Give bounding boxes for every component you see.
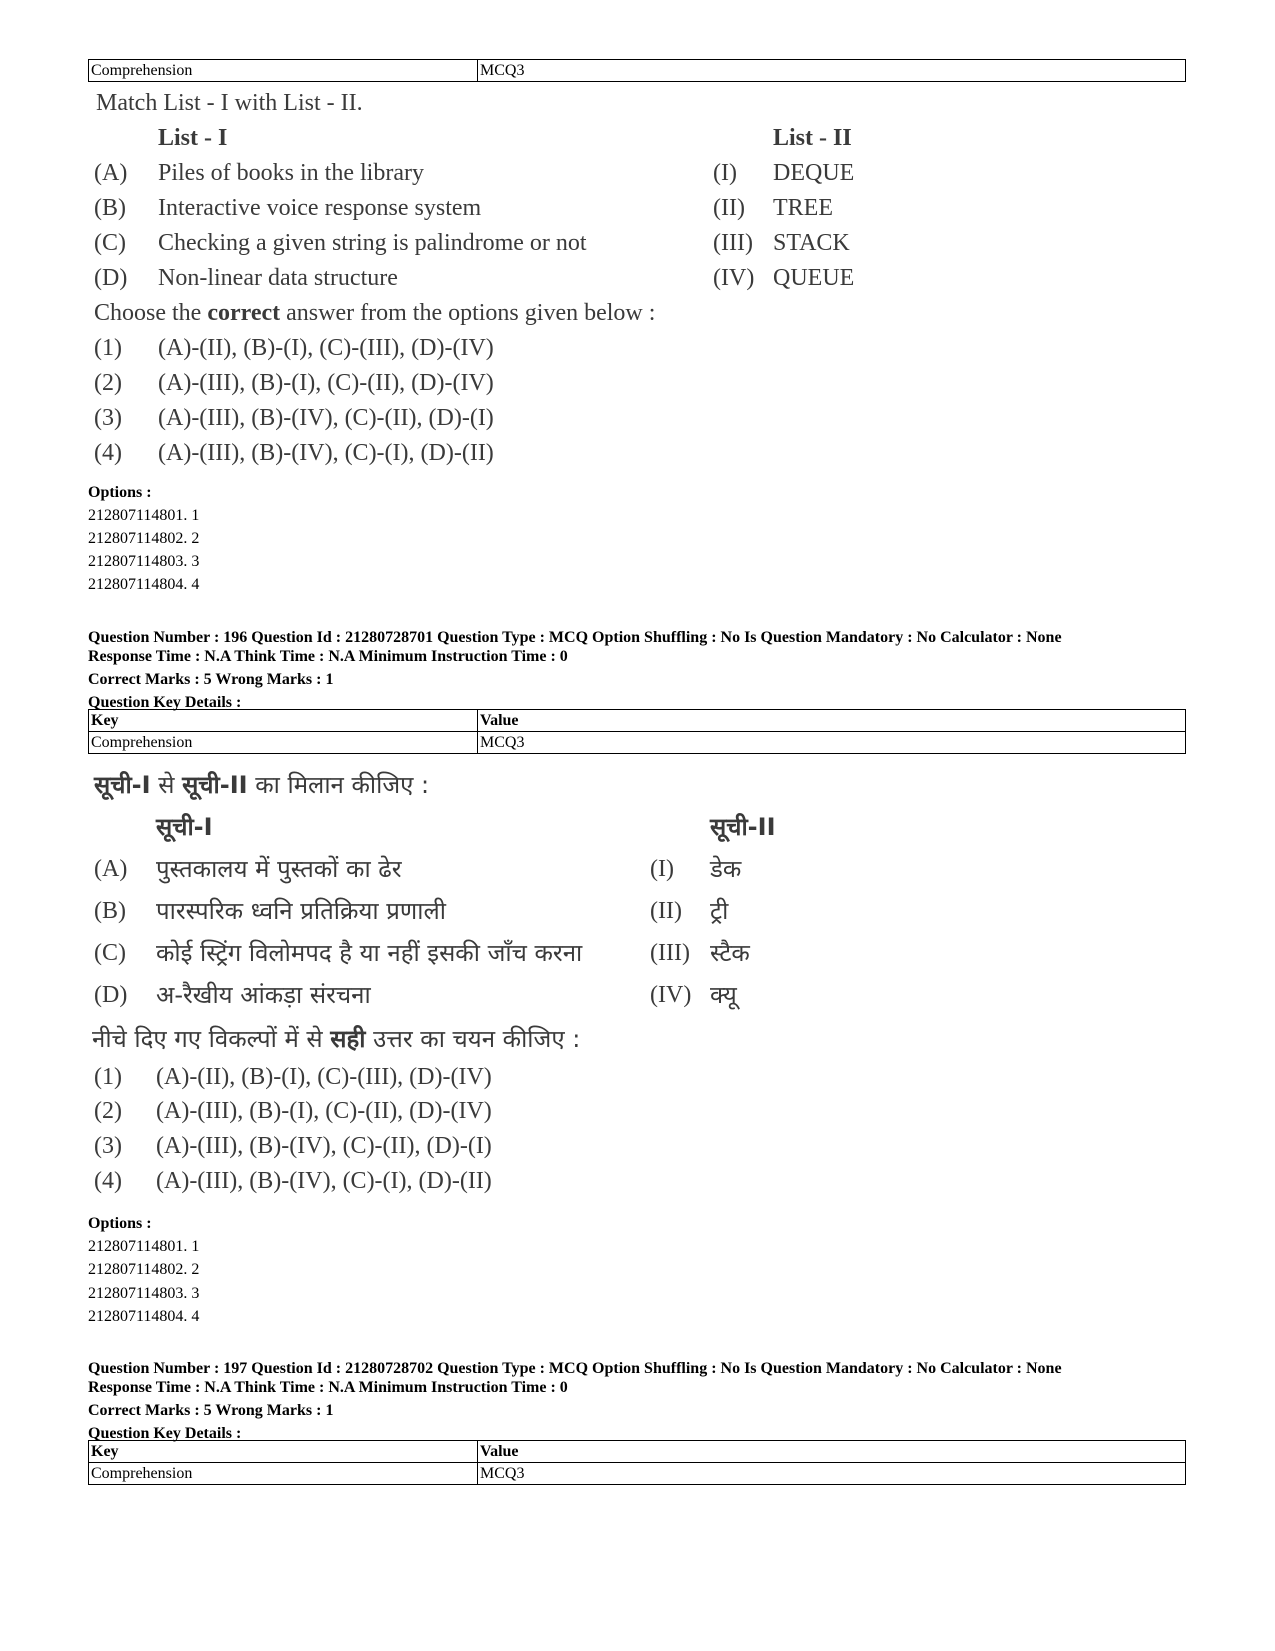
choose-instruction: Choose the correct answer from the options given below : xyxy=(94,300,656,326)
hindi-row-a-item: डेक xyxy=(710,855,742,883)
option-item: 212807114801. 1 xyxy=(88,1238,200,1255)
option-item: 212807114802. 2 xyxy=(88,1261,200,1278)
table-row xyxy=(89,60,1186,82)
hindi-row-a-text: पुस्तकालय में पुस्तकों का ढेर xyxy=(156,855,402,883)
option-item: 212807114802. 2 xyxy=(88,530,200,547)
key-cell: Comprehension xyxy=(89,1463,478,1485)
hindi-answer-1-num: (1) xyxy=(94,1064,122,1090)
hindi-answer-4-num: (4) xyxy=(94,1168,122,1194)
row-c-item: STACK xyxy=(773,230,850,256)
row-c-num: (III) xyxy=(713,230,753,256)
hindi-answer-1-text: (A)-(II), (B)-(I), (C)-(III), (D)-(IV) xyxy=(156,1064,492,1090)
answer-3-text: (A)-(III), (B)-(IV), (C)-(II), (D)-(I) xyxy=(158,405,494,431)
key-header: Key xyxy=(89,1441,478,1463)
row-b-label: (B) xyxy=(94,195,126,221)
answer-1-text: (A)-(II), (B)-(I), (C)-(III), (D)-(IV) xyxy=(158,335,494,361)
value-cell: MCQ3 xyxy=(478,732,1186,754)
key-header: Key xyxy=(89,710,478,732)
hindi-row-a-num: (I) xyxy=(650,856,674,882)
row-c-label: (C) xyxy=(94,230,126,256)
options-label: Options : xyxy=(88,1215,152,1232)
answer-2-text: (A)-(III), (B)-(I), (C)-(II), (D)-(IV) xyxy=(158,370,494,396)
row-d-label: (D) xyxy=(94,265,128,291)
question-info-line: Question Number : 196 Question Id : 21280728701 Question Type : MCQ Option Shuffling : No Is Question Mandatory : No Calculator : None xyxy=(88,629,1062,646)
key-value-table-196 xyxy=(88,709,1186,754)
row-c-text: Checking a given string is palindrome or not xyxy=(158,230,587,256)
row-a-num: (I) xyxy=(713,160,737,186)
list-2-title: List - II xyxy=(773,125,852,151)
options-label: Options : xyxy=(88,484,152,501)
hindi-answer-2-text: (A)-(III), (B)-(I), (C)-(II), (D)-(IV) xyxy=(156,1098,492,1124)
question-key-details-label: Question Key Details : xyxy=(88,1425,242,1442)
hindi-row-d-label: (D) xyxy=(94,982,128,1008)
option-item: 212807114801. 1 xyxy=(88,507,200,524)
hindi-answer-3-num: (3) xyxy=(94,1133,122,1159)
answer-2-num: (2) xyxy=(94,370,122,396)
option-item: 212807114804. 4 xyxy=(88,576,200,593)
hindi-row-c-item: स्टैक xyxy=(710,939,750,967)
hindi-answer-4-text: (A)-(III), (B)-(IV), (C)-(I), (D)-(II) xyxy=(156,1168,492,1194)
hindi-match-intro: सूची-I से सूची-II का मिलान कीजिए : xyxy=(94,771,430,799)
option-item: 212807114804. 4 xyxy=(88,1308,200,1325)
hindi-row-b-label: (B) xyxy=(94,898,126,924)
hindi-row-b-num: (II) xyxy=(650,898,682,924)
row-b-item: TREE xyxy=(773,195,833,221)
row-a-text: Piles of books in the library xyxy=(158,160,424,186)
hindi-row-d-num: (IV) xyxy=(650,982,692,1008)
option-item: 212807114803. 3 xyxy=(88,553,200,570)
option-item: 212807114803. 3 xyxy=(88,1285,200,1302)
row-a-label: (A) xyxy=(94,160,128,186)
table-header-row xyxy=(89,1441,1186,1463)
key-cell: Comprehension xyxy=(89,732,478,754)
table-row xyxy=(89,1463,1186,1485)
match-list-intro: Match List - I with List - II. xyxy=(96,90,363,116)
hindi-row-b-text: पारस्परिक ध्वनि प्रतिक्रिया प्रणाली xyxy=(156,897,446,925)
answer-4-text: (A)-(III), (B)-(IV), (C)-(I), (D)-(II) xyxy=(158,440,494,466)
key-cell: Comprehension xyxy=(89,60,478,82)
value-cell: MCQ3 xyxy=(478,1463,1186,1485)
answer-4-num: (4) xyxy=(94,440,122,466)
hindi-choose-instruction: नीचे दिए गए विकल्पों में से सही उत्तर का चयन कीजिए : xyxy=(92,1025,581,1053)
question-info-line: Question Number : 197 Question Id : 21280728702 Question Type : MCQ Option Shuffling : No Is Question Mandatory : No Calculator : None xyxy=(88,1360,1062,1377)
table-header-row xyxy=(89,710,1186,732)
hindi-row-a-label: (A) xyxy=(94,856,128,882)
answer-1-num: (1) xyxy=(94,335,122,361)
row-d-num: (IV) xyxy=(713,265,755,291)
key-value-table-197 xyxy=(88,1440,1186,1485)
hindi-row-b-item: ट्री xyxy=(710,897,729,925)
key-value-table-top xyxy=(88,59,1186,82)
row-a-item: DEQUE xyxy=(773,160,855,186)
hindi-row-d-text: अ-रैखीय आंकड़ा संरचना xyxy=(156,981,371,1009)
question-time-line: Response Time : N.A Think Time : N.A Minimum Instruction Time : 0 xyxy=(88,648,568,665)
hindi-row-c-label: (C) xyxy=(94,940,126,966)
row-d-item: QUEUE xyxy=(773,265,855,291)
hindi-list-2-title: सूची-II xyxy=(710,813,776,841)
table-row xyxy=(89,732,1186,754)
value-header: Value xyxy=(478,710,1186,732)
row-b-text: Interactive voice response system xyxy=(158,195,482,221)
question-key-details-label: Question Key Details : xyxy=(88,694,242,711)
list-1-title: List - I xyxy=(158,125,228,151)
value-header: Value xyxy=(478,1441,1186,1463)
question-marks: Correct Marks : 5 Wrong Marks : 1 xyxy=(88,671,334,688)
question-marks: Correct Marks : 5 Wrong Marks : 1 xyxy=(88,1402,334,1419)
hindi-list-1-title: सूची-I xyxy=(156,813,213,841)
row-b-num: (II) xyxy=(713,195,745,221)
value-cell: MCQ3 xyxy=(478,60,1186,82)
hindi-row-d-item: क्यू xyxy=(710,981,737,1009)
hindi-answer-3-text: (A)-(III), (B)-(IV), (C)-(II), (D)-(I) xyxy=(156,1133,492,1159)
hindi-row-c-text: कोई स्ट्रिंग विलोमपद है या नहीं इसकी जाँच करना xyxy=(156,939,583,967)
answer-3-num: (3) xyxy=(94,405,122,431)
hindi-answer-2-num: (2) xyxy=(94,1098,122,1124)
row-d-text: Non-linear data structure xyxy=(158,265,398,291)
hindi-row-c-num: (III) xyxy=(650,940,690,966)
question-time-line: Response Time : N.A Think Time : N.A Minimum Instruction Time : 0 xyxy=(88,1379,568,1396)
